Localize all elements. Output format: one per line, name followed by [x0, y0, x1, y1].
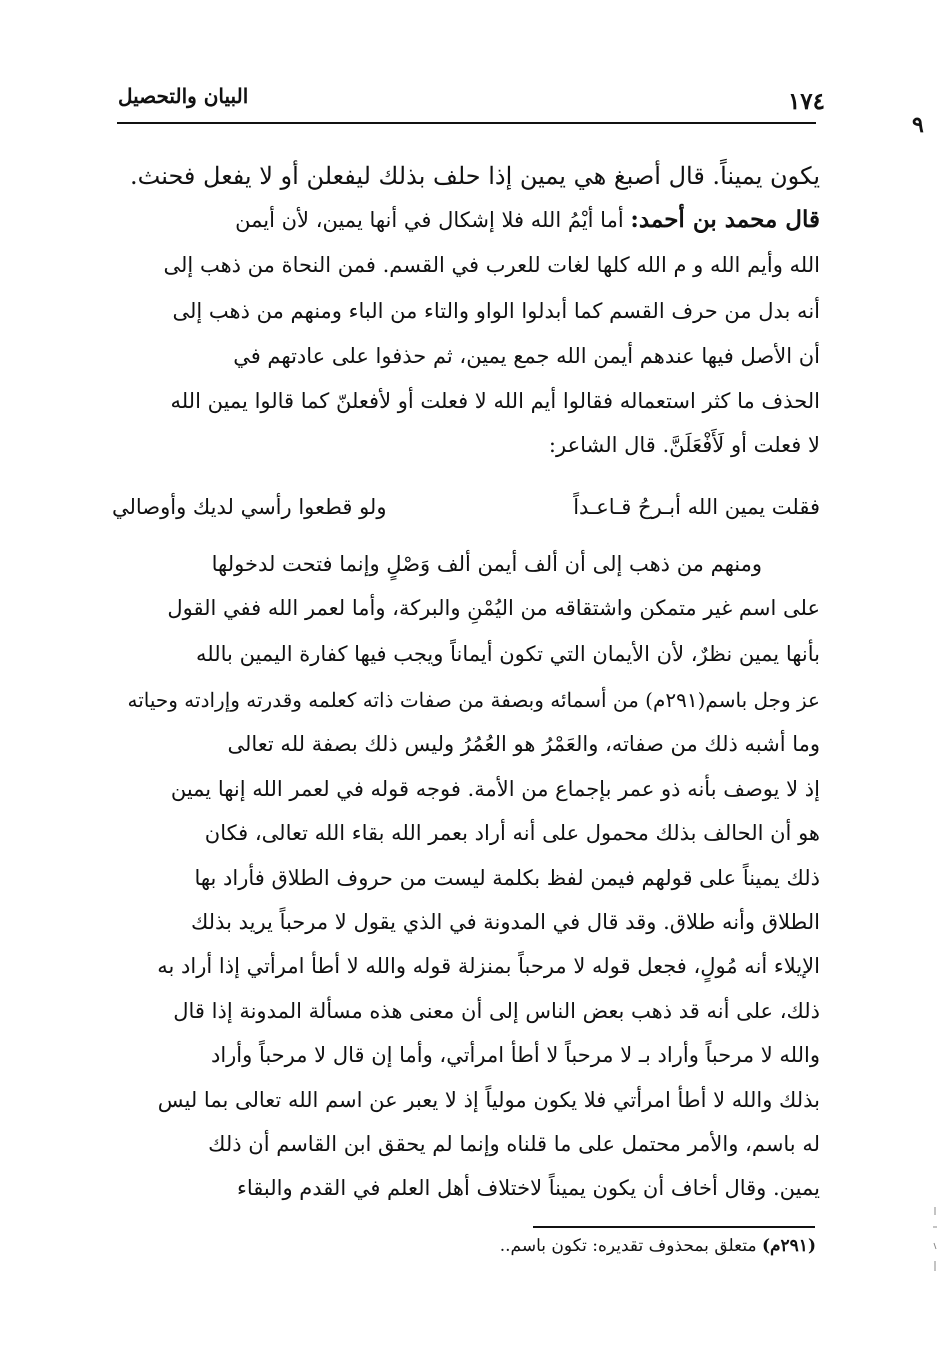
body-line-18: ذلك، على أنه قد ذهب بعض الناس إلى أن معنى هذه مسألة المدونة إذا قال — [173, 999, 820, 1023]
body-line-14: هو أن الحالف بذلك محمول على أنه أراد بعمر الله بقاء الله تعالى، فكان — [204, 821, 820, 845]
footnote-text: متعلق بمحذوف تقديره: تكون باسم.. — [499, 1236, 757, 1256]
body-line-2-text: أما أيْمُ الله فلا إشكال في أنها يمين، لأن أيمن — [235, 208, 624, 232]
margin-mark: ٩ — [912, 112, 924, 138]
poem-verse — [112, 485, 820, 529]
body-line-7: لا فعلت أو لَأَفْعَلَنَّ. قال الشاعر: — [548, 433, 820, 457]
body-line-19: والله لا مرحباً وأراد بـ لا مرحباً لا أطأ امرأتي، وأما إن قال لا مرحباً وأراد — [210, 1043, 820, 1067]
header-divider — [117, 122, 816, 124]
page-number: ١٧٤ — [787, 88, 825, 115]
footnote — [300, 1236, 816, 1256]
body-line-5: أن الأصل فيها عندهم أيمن الله جمع يمين، ثم حذفوا على عادتهم في — [233, 344, 820, 368]
body-line-11: عز وجل باسم(٢٩١م) من أسمائه وبصفة من صفات ذاته كعلمه وقدرته وإرادته وحياته — [127, 688, 820, 712]
body-line-15: ذلك يميناً على قولهم فيمن لفظ بكلمة ليست من حروف الطلاق فأراد بها — [194, 866, 820, 890]
body-line-13: إذ لا يوصف بأنه ذو عمر بإجماع من الأمة. فوجه قوله في لعمر الله إنها يمين — [170, 777, 820, 801]
speaker-lead: قال محمد بن أحمد: — [630, 206, 820, 233]
body-line-3: الله وأيم الله و م الله كلها لغات للعرب في القسم. فمن النحاة من ذهب إلى — [163, 253, 820, 277]
running-header-title: البيان والتحصيل — [118, 84, 249, 108]
body-line-16: الطلاق وأنه طلاق. وقد قال في المدونة في الذي يقول لا مرحباً يريد بذلك — [190, 910, 820, 934]
body-line-6: الحذف ما كثر استعماله فقالوا أيم الله لا فعلت أو لأفعلنّ كما قالوا يمين الله — [170, 389, 820, 413]
body-line-17: الإيلاء أنه مُولٍ، فجعل قوله لا مرحباً بمنزلة قوله والله لا أطأ امرأتي إذا أراد به — [157, 954, 820, 978]
body-line-21: له باسم، والأمر محتمل على ما قلناه وإنما لم يحقق ابن القاسم أن ذلك — [208, 1132, 820, 1156]
body-line-2 — [112, 198, 820, 242]
poem-hemistich-right: فقلت يمين الله أبـرحُ قـاعـداً — [573, 495, 820, 519]
body-line-1: يكون يميناً. قال أصبغ هي يمين إذا حلف بذلك ليفعلن أو لا يفعل فحنث. — [130, 162, 820, 190]
poem-hemistich-left: ولو قطعوا رأسي لديك وأوصالي — [112, 495, 387, 519]
scan-artifact-icon — [930, 1205, 940, 1275]
body-line-12: وما أشبه ذلك من صفاته، والعَمْرُ هو العُمُرُ وليس ذلك بصفة لله تعالى — [227, 732, 820, 756]
body-line-8: ومنهم من ذهب إلى أن ألف أيمن ألف وَصْلٍ وإنما فتحت لدخولها — [211, 552, 762, 576]
body-line-9: على اسم غير متمكن واشتقاقه من اليُمْنِ والبركة، وأما لعمر الله ففي القول — [167, 596, 820, 620]
footnote-divider — [533, 1226, 815, 1228]
body-line-20: بذلك والله لا أطأ امرأتي فلا يكون مولياً إذ لا يعبر عن اسم الله تعالى بما ليس — [157, 1088, 820, 1112]
body-line-4: أنه بدل من حرف القسم كما أبدلوا الواو والتاء من الباء ومنهم من ذهب إلى — [172, 299, 820, 323]
body-line-10: بأنها يمين نظرٌ، لأن الأيمان التي تكون أيماناً ويجب فيها كفارة اليمين بالله — [196, 642, 820, 666]
footnote-number: (٢٩١م) — [761, 1236, 816, 1256]
body-line-22: يمين. وقال أخاف أن يكون يميناً لاختلاف أهل العلم في القدم والبقاء — [237, 1176, 820, 1200]
